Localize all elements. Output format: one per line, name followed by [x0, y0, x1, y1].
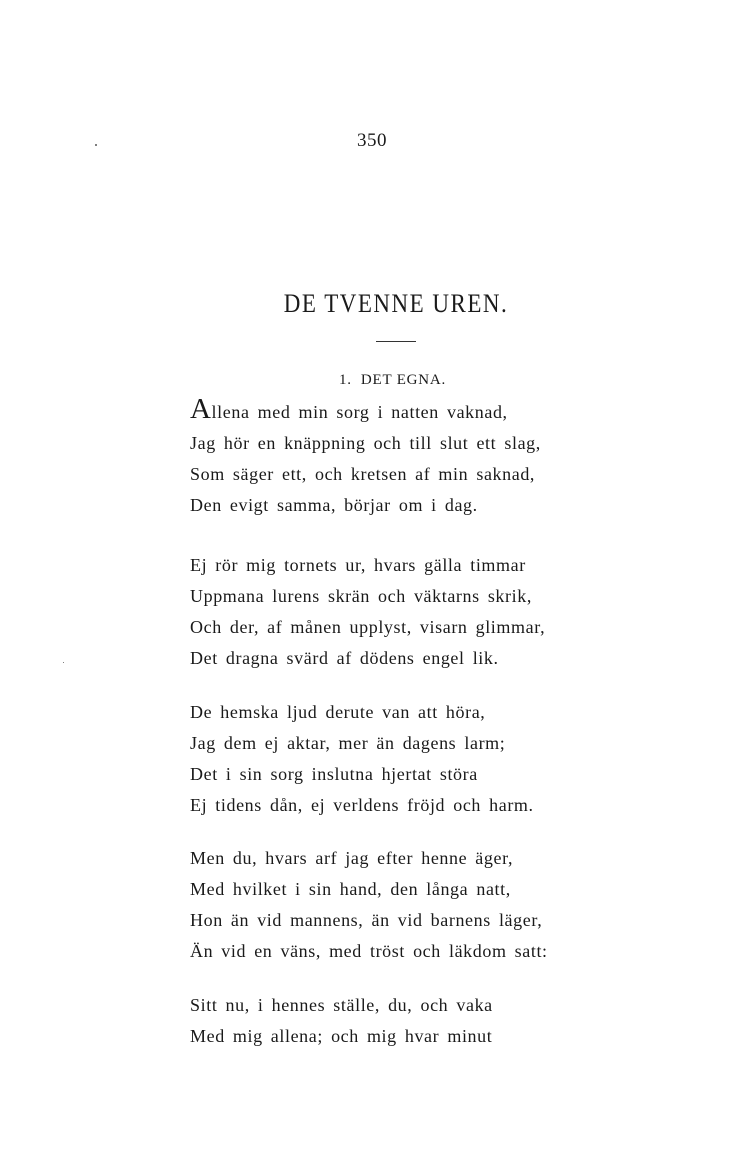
verse-line: De hemska ljud derute van att höra,	[190, 702, 486, 722]
stanza-3	[190, 697, 610, 821]
poem-title: DE TVENNE UREN.	[283, 289, 509, 318]
section-number: 1.	[339, 372, 352, 388]
verse-line: Jag dem ej aktar, mer än dagens larm;	[190, 733, 506, 753]
verse-line: Med mig allena; och mig hvar minut	[190, 1026, 493, 1046]
verse-line: Jag hör en knäppning och till slut ett slag,	[190, 433, 541, 453]
verse-line: Det dragna svärd af dödens engel lik.	[190, 648, 499, 668]
verse-line: Och der, af månen upplyst, visarn glimmar,	[190, 617, 546, 637]
verse-line: Men du, hvars arf jag efter henne äger,	[190, 848, 514, 868]
verse-line: Allena med min sorg i natten vaknad,	[190, 393, 508, 425]
stanza-4	[190, 843, 610, 967]
stanza-1	[190, 393, 610, 521]
page-number: 350	[357, 130, 387, 151]
title-rule	[376, 341, 416, 342]
section-title: DET EGNA.	[360, 372, 447, 388]
verse-line: Det i sin sorg inslutna hjertat störa	[190, 764, 478, 784]
verse-line: Med hvilket i sin hand, den långa natt,	[190, 879, 511, 899]
verse-line: Hon än vid mannens, än vid barnens läger,	[190, 910, 543, 930]
stanza-2	[190, 550, 610, 674]
verse-line: Den evigt samma, börjar om i dag.	[190, 495, 478, 515]
stanza-5	[190, 990, 610, 1052]
verse-line: Ej tidens dån, ej verldens fröjd och harm.	[190, 795, 534, 815]
verse-line: Uppmana lurens skrän och väktarns skrik,	[190, 586, 532, 606]
verse-line: Än vid en väns, med tröst och läkdom satt:	[190, 941, 548, 961]
section-heading	[339, 372, 446, 389]
scan-speck	[63, 662, 64, 663]
verse-line: Ej rör mig tornets ur, hvars gälla timmar	[190, 555, 526, 575]
verse-line: Som säger ett, och kretsen af min saknad,	[190, 464, 536, 484]
drop-cap: A	[190, 393, 212, 425]
verse-line: Sitt nu, i hennes ställe, du, och vaka	[190, 995, 493, 1015]
